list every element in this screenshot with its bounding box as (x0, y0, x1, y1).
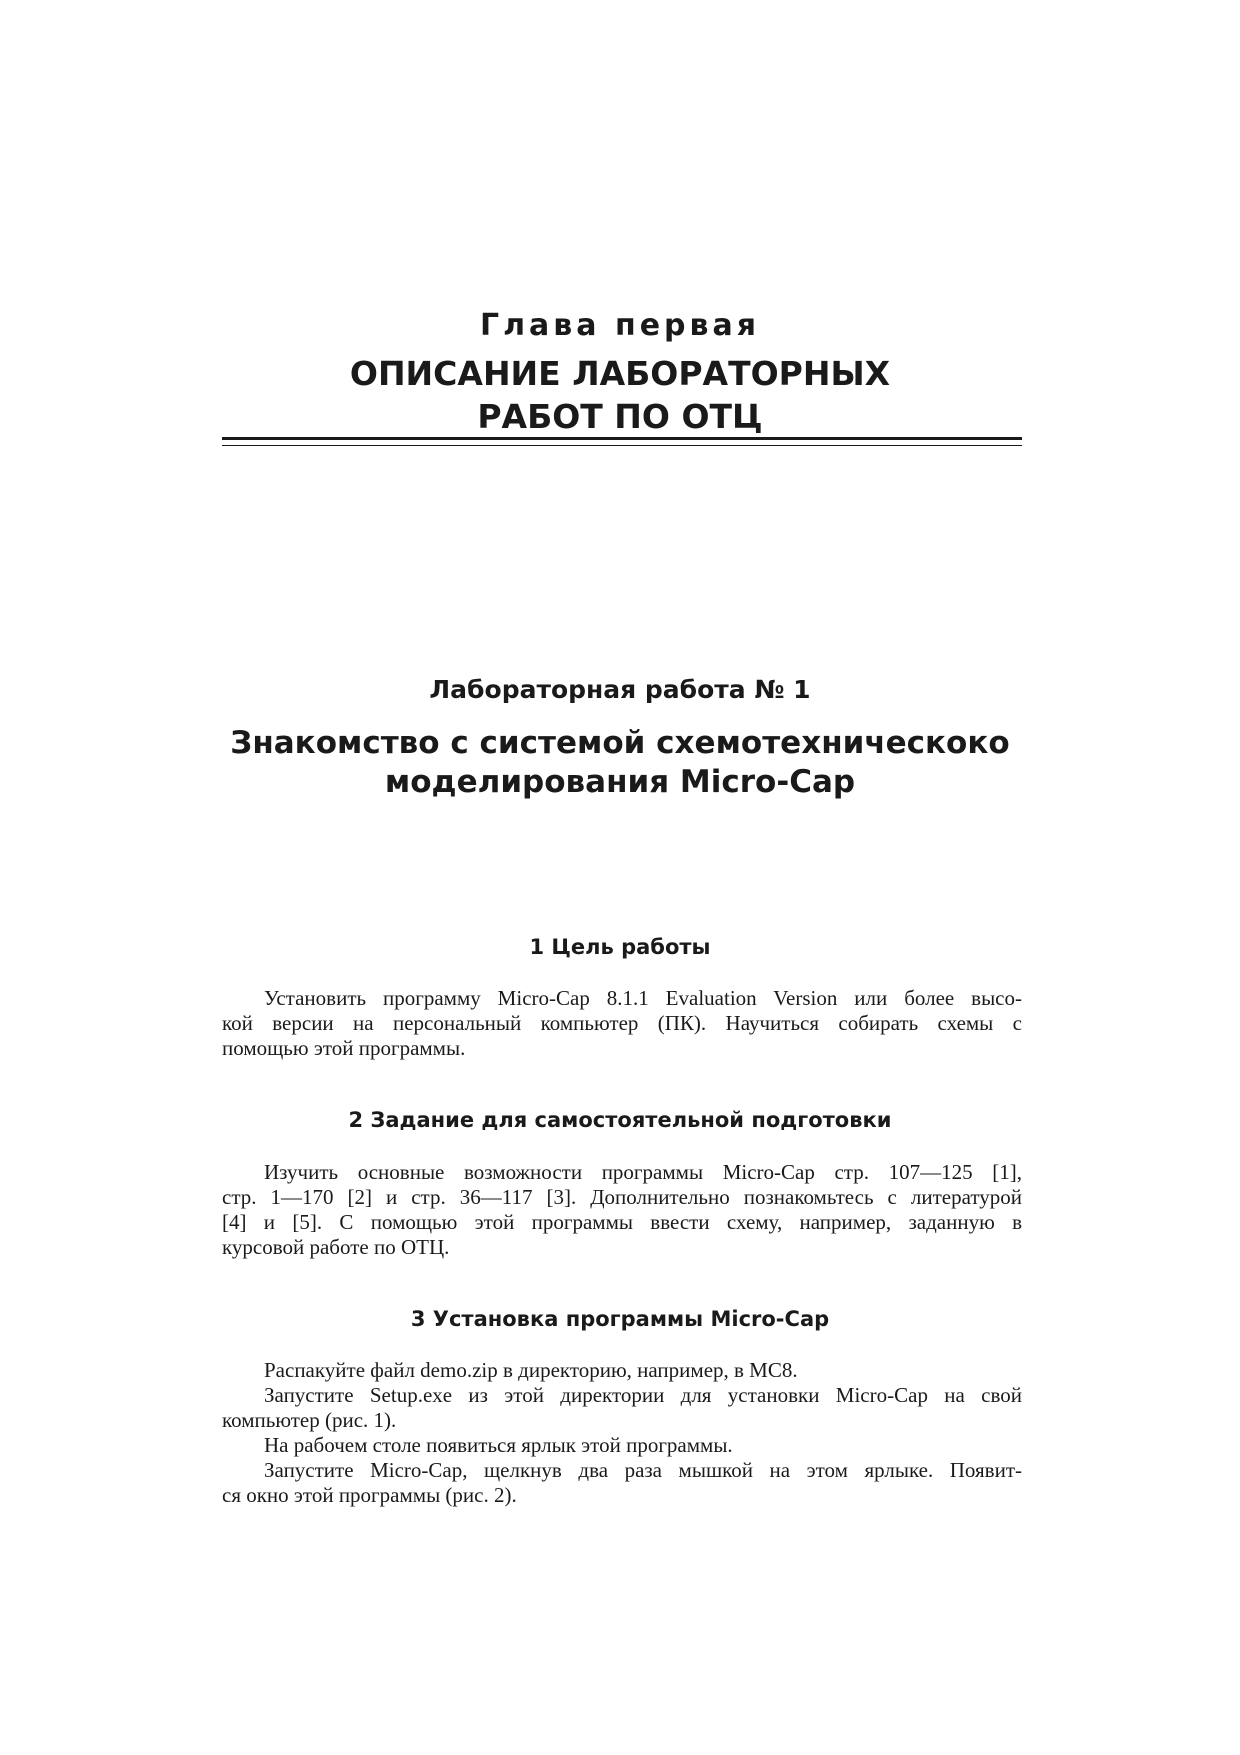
paragraph-line: Запустите Setup.exe из этой директории для установки Micro-Cap на свой (264, 1383, 1022, 1407)
paragraph-line: помощью этой программы. (222, 1036, 466, 1060)
chapter-title-line: РАБОТ ПО ОТЦ (477, 397, 763, 436)
chapter-divider-thin (222, 445, 1022, 446)
section-heading: 3 Установка программы Micro-Cap (410, 1307, 830, 1331)
lab-title-line: моделирования Micro-Cap (384, 764, 856, 800)
lab-number: Лабораторная работа № 1 (429, 675, 811, 704)
paragraph-line: кой версии на персональный компьютер (ПК). Научиться собирать схемы с (222, 1011, 1022, 1035)
chapter-title (0, 352, 1240, 438)
paragraph-line: Распакуйте файл demo.zip в директорию, например, в МС8. (264, 1358, 798, 1382)
section-heading: 1 Цель работы (529, 935, 711, 959)
paragraph-line: Запустите Micro-Cap, щелкнув два раза мышкой на этом ярлыке. Появит- (264, 1458, 1022, 1482)
paragraph-line: На рабочем столе появиться ярлык этой программы. (264, 1433, 733, 1457)
chapter-label: Глава первая (479, 308, 761, 343)
paragraph-line: курсовой работе по ОТЦ. (222, 1235, 450, 1259)
paragraph-line: стр. 1—170 [2] и стр. 36—117 [3]. Дополнительно познакомьтесь с литературой (222, 1185, 1022, 1209)
section-paragraph (222, 1358, 1022, 1508)
paragraph-line: компьютер (рис. 1). (222, 1408, 397, 1432)
paragraph-line: Изучить основные возможности программы Micro-Cap стр. 107—125 [1], (264, 1160, 1022, 1184)
paragraph-line: [4] и [5]. С помощью этой программы ввести схему, например, заданную в (222, 1210, 1022, 1234)
chapter-title-line: ОПИСАНИЕ ЛАБОРАТОРНЫХ (349, 354, 891, 393)
chapter-divider-thick (222, 437, 1022, 440)
paragraph-line: ся окно этой программы (рис. 2). (222, 1483, 517, 1507)
lab-title-line: Знакомство с системой схемотехническоко (230, 725, 1010, 761)
paragraph-line: Установить программу Micro-Cap 8.1.1 Evaluation Version или более высо- (264, 986, 1022, 1010)
lab-title (0, 724, 1240, 802)
section-heading: 2 Задание для самостоятельной подготовки (348, 1108, 892, 1132)
section-paragraph (222, 1160, 1022, 1260)
section-paragraph (222, 986, 1022, 1061)
